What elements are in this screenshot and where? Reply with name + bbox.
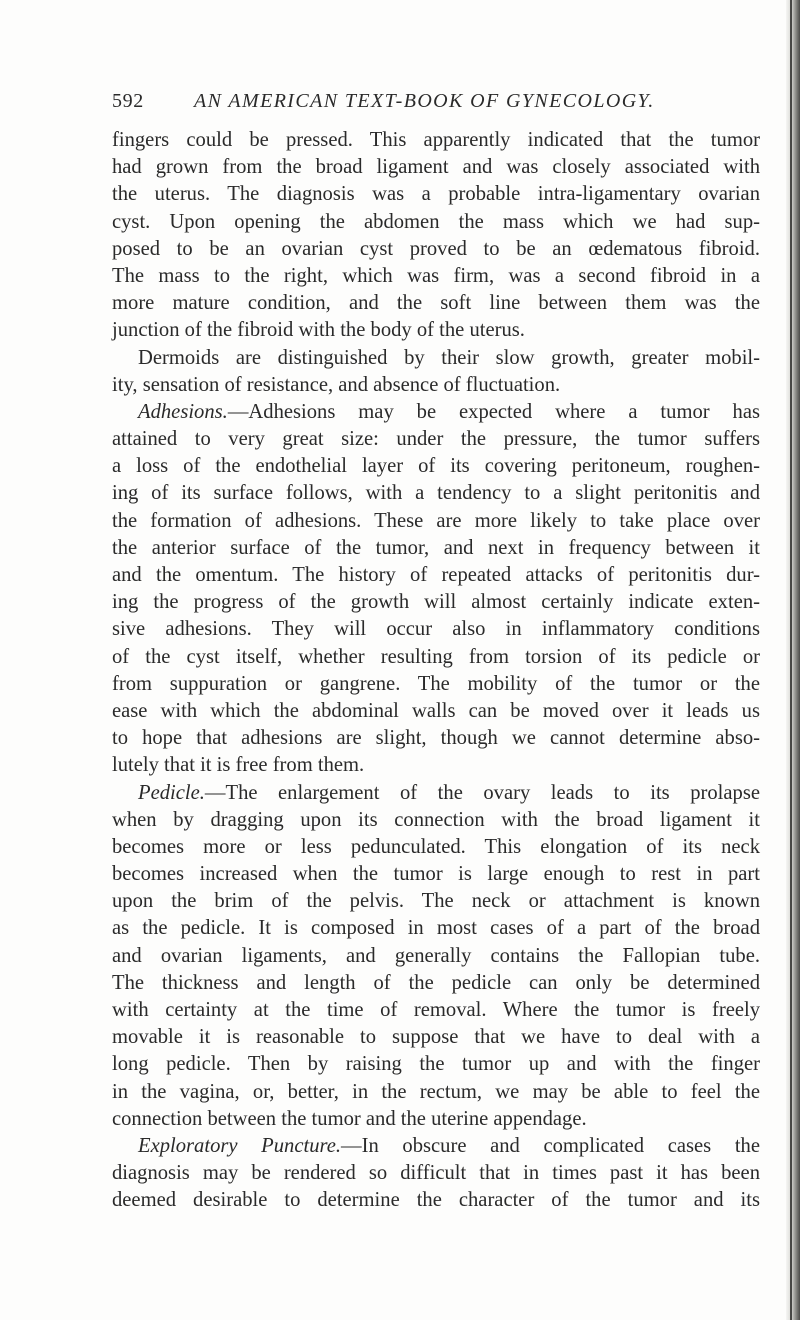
text-line: lutely that it is free from them. (112, 754, 365, 777)
text-line: a loss of the endothelial layer of its covering peritoneum, roughen- (112, 455, 760, 478)
section-lead-adhesions: Adhesions. (138, 400, 228, 423)
page-binding-edge (786, 0, 800, 1320)
body-text (112, 127, 760, 1215)
text-line: from suppuration or gangrene. The mobility of the tumor or the (112, 672, 760, 695)
text-line: had grown from the broad ligament and was closely associated with (112, 156, 760, 179)
text-line: The mass to the right, which was firm, was a second fibroid in a (112, 264, 760, 287)
page-number: 592 (112, 90, 144, 112)
page-header (112, 90, 655, 116)
text-line: the anterior surface of the tumor, and next in frequency between it (112, 536, 760, 559)
text-line: to hope that adhesions are slight, though we cannot determine abso- (112, 727, 760, 750)
section-heading-adhesions: Adhesions.—Adhesions may be expected where a tumor has (138, 400, 760, 423)
text-line: sive adhesions. They will occur also in inflammatory conditions (112, 618, 760, 641)
text-line: posed to be an ovarian cyst proved to be an œdematous fibroid. (112, 237, 760, 260)
text-line: and ovarian ligaments, and generally contains the Fallopian tube. (112, 944, 760, 967)
text-line: becomes increased when the tumor is large enough to rest in part (112, 863, 760, 886)
text-line: upon the brim of the pelvis. The neck or attachment is known (112, 890, 760, 913)
text-line: as the pedicle. It is composed in most cases of a part of the broad (112, 917, 760, 940)
text-line: the uterus. The diagnosis was a probable intra-ligamentary ovarian (112, 183, 760, 206)
text-line: connection between the tumor and the uterine appendage. (112, 1107, 587, 1130)
page-binding-line (790, 0, 792, 1320)
text-line: fingers could be pressed. This apparently indicated that the tumor (112, 129, 760, 151)
text-line: in the vagina, or, better, in the rectum, we may be able to feel the (112, 1080, 760, 1103)
section-heading-pedicle: Pedicle.—The enlargement of the ovary leads to its prolapse (138, 781, 760, 804)
text-line: ing the progress of the growth will almost certainly indicate exten- (112, 591, 760, 614)
text-line: and the omentum. The history of repeated attacks of peritonitis dur- (112, 564, 760, 586)
text-line: long pedicle. Then by raising the tumor up and with the finger (112, 1053, 760, 1076)
section-heading-exploratory-puncture: Exploratory Puncture.—In obscure and complicated cases the (138, 1134, 760, 1157)
text-line: junction of the fibroid with the body of the uterus. (112, 319, 525, 342)
text-line: ing of its surface follows, with a tendency to a slight peritonitis and (112, 482, 760, 505)
text-line: of the cyst itself, whether resulting from torsion of its pedicle or (112, 645, 760, 668)
section-lead-pedicle: Pedicle. (138, 781, 205, 804)
text-line: the formation of adhesions. These are more likely to take place over (112, 509, 760, 532)
paragraph-start: Dermoids are distinguished by their slow growth, greater mobil- (138, 346, 760, 369)
text-line: when by dragging upon its connection with the broad ligament it (112, 808, 760, 831)
text-line: more mature condition, and the soft line between them was the (112, 292, 760, 315)
text-line: ity, sensation of resistance, and absence of fluctuation. (112, 373, 561, 396)
text-line: diagnosis may be rendered so difficult that in times past it has been (112, 1162, 760, 1185)
text-line: ease with which the abdominal walls can be moved over it leads us (112, 699, 760, 722)
section-lead-exploratory-puncture: Exploratory Puncture. (138, 1134, 342, 1157)
text-line: becomes more or less pedunculated. This elongation of its neck (112, 835, 760, 858)
text-line: cyst. Upon opening the abdomen the mass which we had sup- (112, 210, 760, 233)
text-line: attained to very great size: under the pressure, the tumor suffers (112, 428, 760, 451)
text-line: movable it is reasonable to suppose that we have to deal with a (112, 1026, 760, 1049)
text-line: with certainty at the time of removal. Where the tumor is freely (112, 999, 760, 1021)
text-line: The thickness and length of the pedicle can only be determined (112, 971, 760, 994)
text-line: deemed desirable to determine the character of the tumor and its (112, 1189, 760, 1212)
running-title: AN AMERICAN TEXT-BOOK OF GYNECOLOGY. (194, 90, 655, 112)
